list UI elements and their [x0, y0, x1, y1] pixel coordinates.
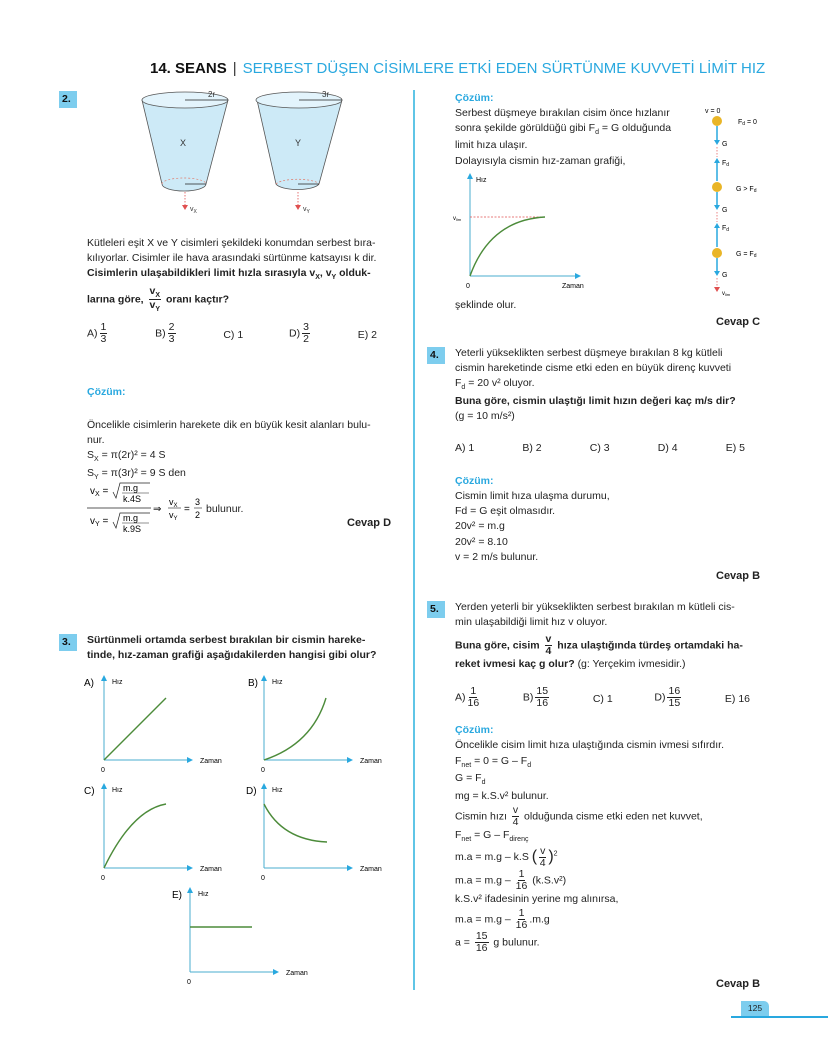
text-line: m.a = m.g – $\frac{1}{16}$ .m.g	[455, 907, 550, 932]
svg-text:0: 0	[261, 875, 265, 882]
bold-question-line: Buna göre, cisim $\frac{v}{4}$ hıza ulaştığında türdeş ortamdaki ha-	[455, 633, 743, 658]
text-line: sonra şekilde görüldüğü gibi $F_d = G$ olduğunda	[455, 122, 672, 137]
svg-text:Hız: Hız	[476, 177, 487, 184]
q3-question	[87, 633, 397, 663]
svg-text:G: G	[722, 272, 728, 279]
svg-text:Zaman: Zaman	[286, 970, 308, 977]
choice-d[interactable]: D) $\frac{16}{15}$	[654, 685, 681, 710]
answer-q3: Cevap C	[716, 316, 761, 328]
svg-text:m.g: m.g	[123, 513, 139, 523]
q4-choices	[455, 441, 745, 456]
svg-text:Hız: Hız	[198, 891, 209, 898]
page-number-line	[731, 1016, 828, 1018]
svg-text:Zaman: Zaman	[360, 758, 382, 765]
page-header	[150, 58, 780, 80]
force-diagram	[700, 105, 780, 300]
text-line: Cismin limit hıza ulaşma durumu,	[455, 490, 610, 502]
svg-text:vX: $v_X$	[169, 497, 178, 509]
choice-e[interactable]: E) 2	[357, 329, 377, 341]
svg-text:3r: 3r	[322, 90, 330, 99]
q4-question	[455, 346, 765, 424]
text-line: tinde, hız-zaman grafiği aşağıdakilerden hangisi gibi olur?	[87, 649, 377, 662]
cup-x	[142, 90, 228, 215]
svg-text:G = Fd: G = Fd	[736, 251, 757, 259]
svg-text:3: 3	[195, 497, 201, 507]
answer-q2: Cevap D	[347, 517, 392, 529]
text-line: Sürtünmeli ortamda serbest bırakılan bir cismin hareke-	[87, 634, 366, 646]
text-line: Cismin hızı $\frac{v}{4}$ olduğunda cisme etki eden net kuvvet,	[455, 803, 703, 828]
question-number: 4.	[427, 347, 445, 364]
text-span: Cisimlerin ulaşabildikleri limit hızla sırasıyla v	[87, 267, 316, 280]
sx-line: $S_X = \pi(2r)^2 = 4$ S	[87, 449, 166, 464]
svg-text:vY: $v_Y$	[303, 206, 310, 215]
svg-text:G: G	[722, 141, 728, 148]
svg-text:C): C)	[84, 786, 95, 797]
svg-text:Fd: Fd	[722, 225, 730, 233]
text-line: 20v² = 8.10	[455, 535, 508, 548]
given-values: (g = 10 m/s²)	[455, 409, 515, 422]
svg-text:Zaman: Zaman	[200, 866, 222, 873]
choice-c[interactable]: C) 1	[223, 329, 244, 341]
choice-b[interactable]: B) 2	[522, 442, 542, 454]
svg-text:0: 0	[101, 875, 105, 882]
answer-q5: Cevap B	[716, 978, 761, 990]
svg-text:0: 0	[466, 283, 470, 290]
svg-text:Zaman: Zaman	[562, 283, 584, 290]
text-line: Yerden yeterli bir yükseklikten serbest bırakılan m kütleli cis-	[455, 601, 735, 613]
svg-text:G > Fd: G > Fd	[736, 186, 757, 194]
text-line: $F_d = 20$ v² oluyor.	[455, 377, 535, 392]
choice-a[interactable]: A) $\frac{1}{16}$	[455, 685, 480, 710]
text-line: Serbest düşmeye bırakılan cisim önce hızlanır	[455, 107, 670, 119]
q4-solution	[455, 489, 755, 565]
solution-title: Çözüm:	[455, 92, 494, 104]
graph-option-c[interactable]	[84, 786, 222, 882]
text-line: Kütleleri eşit X ve Y cisimleri şekildeki konumdan serbest bıra-	[87, 237, 376, 249]
svg-text:Hız: Hız	[112, 679, 123, 686]
choice-e[interactable]: E) 16	[724, 693, 750, 705]
session-title: 14. SEANS	[150, 60, 227, 77]
result-text: bulunur.	[206, 503, 244, 515]
text-line: $F_{net} = 0 = G - F_d$	[455, 754, 532, 769]
graph-option-d[interactable]	[246, 786, 382, 882]
cup-y	[256, 90, 342, 215]
q2-question	[87, 236, 395, 314]
choice-c[interactable]: C) 1	[592, 693, 613, 705]
svg-text:X: X	[180, 138, 187, 148]
svg-text:A): A)	[84, 678, 94, 689]
sy-line: $S_Y = \pi(3r)^2 = 9$ S den	[87, 466, 186, 481]
text-line: Fd = G eşit olmasıdır.	[455, 505, 556, 518]
q5-solution	[455, 738, 775, 954]
svg-text:vlim: vlim	[722, 291, 731, 297]
svg-text:B): B)	[248, 678, 258, 689]
text-line: cismin hareketinde cisme etki eden en büyük direnç kuvveti	[455, 362, 732, 375]
header-separator: |	[232, 60, 237, 77]
bold-question-line2	[87, 286, 395, 314]
bold-question-line2: reket ivmesi kaç g olur? (g: Yerçekim ivmesidir.)	[455, 658, 686, 671]
svg-text:E): E)	[172, 890, 182, 901]
svg-text:v = 0: v = 0	[705, 108, 721, 115]
page-number: 125	[741, 1001, 769, 1016]
solution-end: şeklinde olur.	[455, 299, 517, 311]
text-line: m.a = m.g – $\frac{1}{16}$ (k.S.v²)	[455, 868, 567, 893]
solution-title: Çözüm:	[455, 475, 494, 487]
bold-question-line: Buna göre, cismin ulaştığı limit hızın değeri kaç m/s dir?	[455, 394, 736, 407]
q3-option-graphs	[82, 672, 402, 992]
text-line: v = 2 m/s bulunur.	[455, 550, 539, 563]
svg-text:2: 2	[195, 510, 201, 520]
text-line: 20v² = m.g	[455, 520, 505, 533]
q3-solution	[455, 106, 695, 169]
svg-text:Y: Y	[295, 138, 302, 148]
svg-text:0: 0	[101, 767, 105, 774]
svg-text:vX =: $v_X$ =	[90, 486, 109, 498]
text-span: larına göre,	[87, 293, 144, 306]
svg-text:vX: $v_X$	[190, 206, 197, 215]
text-span: oranı kaçtır?	[165, 293, 229, 306]
q5-choices	[455, 686, 750, 709]
svg-text:m.g: m.g	[123, 483, 139, 493]
text-line: Öncelikle cisim limit hıza ulaştığında cismin ivmesi sıfırdır.	[455, 739, 724, 751]
q5-question	[455, 600, 770, 673]
graph-option-a[interactable]	[84, 678, 222, 774]
svg-text:2r: 2r	[208, 90, 216, 99]
svg-text:G: G	[722, 207, 728, 214]
question-number: 2.	[59, 91, 77, 108]
graph-option-e[interactable]	[172, 890, 308, 986]
choice-b[interactable]: B) $\frac{15}{16}$	[522, 685, 549, 710]
svg-text:Zaman: Zaman	[360, 866, 382, 873]
text-line: $F_{net} = G - F_{direnç}$	[455, 828, 529, 843]
question-number: 5.	[427, 601, 445, 618]
graph-option-b[interactable]	[248, 678, 382, 774]
bold-question-line: Cisimlerin ulaşabildikleri limit hızla sırasıyla $v_X$, $v_Y$ olduk-	[87, 267, 371, 282]
text-line: Dolayısıyla cismin hız-zaman grafiği,	[455, 154, 626, 167]
text-line: Yeterli yükseklikten serbest düşmeye bırakılan 8 kg kütleli	[455, 347, 723, 359]
topic-title: SERBEST DÜŞEN CİSİMLERE ETKİ EDEN SÜRTÜNME KUVVETİ LİMİT HIZ	[242, 60, 766, 77]
svg-text:k.9S: k.9S	[123, 524, 142, 534]
choice-d[interactable]: D) 4	[657, 442, 678, 454]
cups-figure	[130, 88, 360, 218]
text-line: limit hıza ulaşır.	[455, 139, 528, 152]
text-line: Öncelikle cisimlerin harekete dik en büyük kesit alanları bulu-	[87, 419, 371, 431]
choice-b[interactable]: B) $\frac{2}{3}$	[155, 321, 175, 346]
question-number: 3.	[59, 634, 77, 651]
choice-e[interactable]: E) 5	[725, 442, 745, 454]
svg-text:vlim: vlim	[453, 216, 462, 222]
text-line: mg = k.S.v² bulunur.	[455, 789, 549, 802]
svg-text:Hız: Hız	[112, 787, 123, 794]
svg-text:Hız: Hız	[272, 787, 283, 794]
solution-title: Çözüm:	[87, 386, 126, 398]
answer-q4: Cevap B	[716, 570, 761, 582]
svg-text:Fd: Fd	[722, 160, 730, 168]
svg-text:Fd = 0: Fd = 0	[738, 119, 757, 127]
svg-text:=: =	[184, 504, 190, 515]
ratio-derivation	[85, 480, 285, 540]
svg-text:0: 0	[261, 767, 265, 774]
choice-a[interactable]: A) 1	[455, 442, 475, 454]
text-line: kılıyorlar. Cisimler ile hava arasındaki sürtünme katsayısı k dir.	[87, 252, 377, 265]
choice-c[interactable]: C) 3	[589, 442, 610, 454]
text-line: $G = F_d$	[455, 772, 486, 787]
text-line: m.a = m.g – k.S ( $\frac{v}{4}$ )$^2$	[455, 844, 558, 869]
svg-text:D): D)	[246, 786, 257, 797]
text-line: k.S.v² ifadesinin yerine mg alınırsa,	[455, 893, 619, 906]
fraction-vx-vy: $\frac{v_X}{v_Y}$	[149, 284, 161, 314]
svg-text:Hız: Hız	[272, 679, 283, 686]
solution-velocity-graph	[450, 170, 610, 295]
text-line: a = $\frac{15}{16}$ g bulunur.	[455, 930, 540, 955]
solution-title: Çözüm:	[455, 724, 494, 736]
column-divider	[413, 90, 415, 990]
q2-solution	[87, 418, 395, 483]
choice-d[interactable]: D) $\frac{3}{2}$	[288, 321, 309, 346]
svg-text:0: 0	[187, 979, 191, 986]
choice-a[interactable]: A) $\frac{1}{3}$	[87, 321, 107, 346]
svg-text:vY: $v_Y$	[169, 510, 178, 522]
svg-text:k.4S: k.4S	[123, 494, 142, 504]
q2-choices	[87, 322, 377, 345]
svg-text:⇒: ⇒	[153, 504, 162, 515]
text-line: nur.	[87, 434, 105, 447]
text-line: min ulaşabildiği limit hız v oluyor.	[455, 616, 608, 629]
svg-text:vY =: $v_Y$ =	[90, 516, 109, 528]
svg-text:Zaman: Zaman	[200, 758, 222, 765]
